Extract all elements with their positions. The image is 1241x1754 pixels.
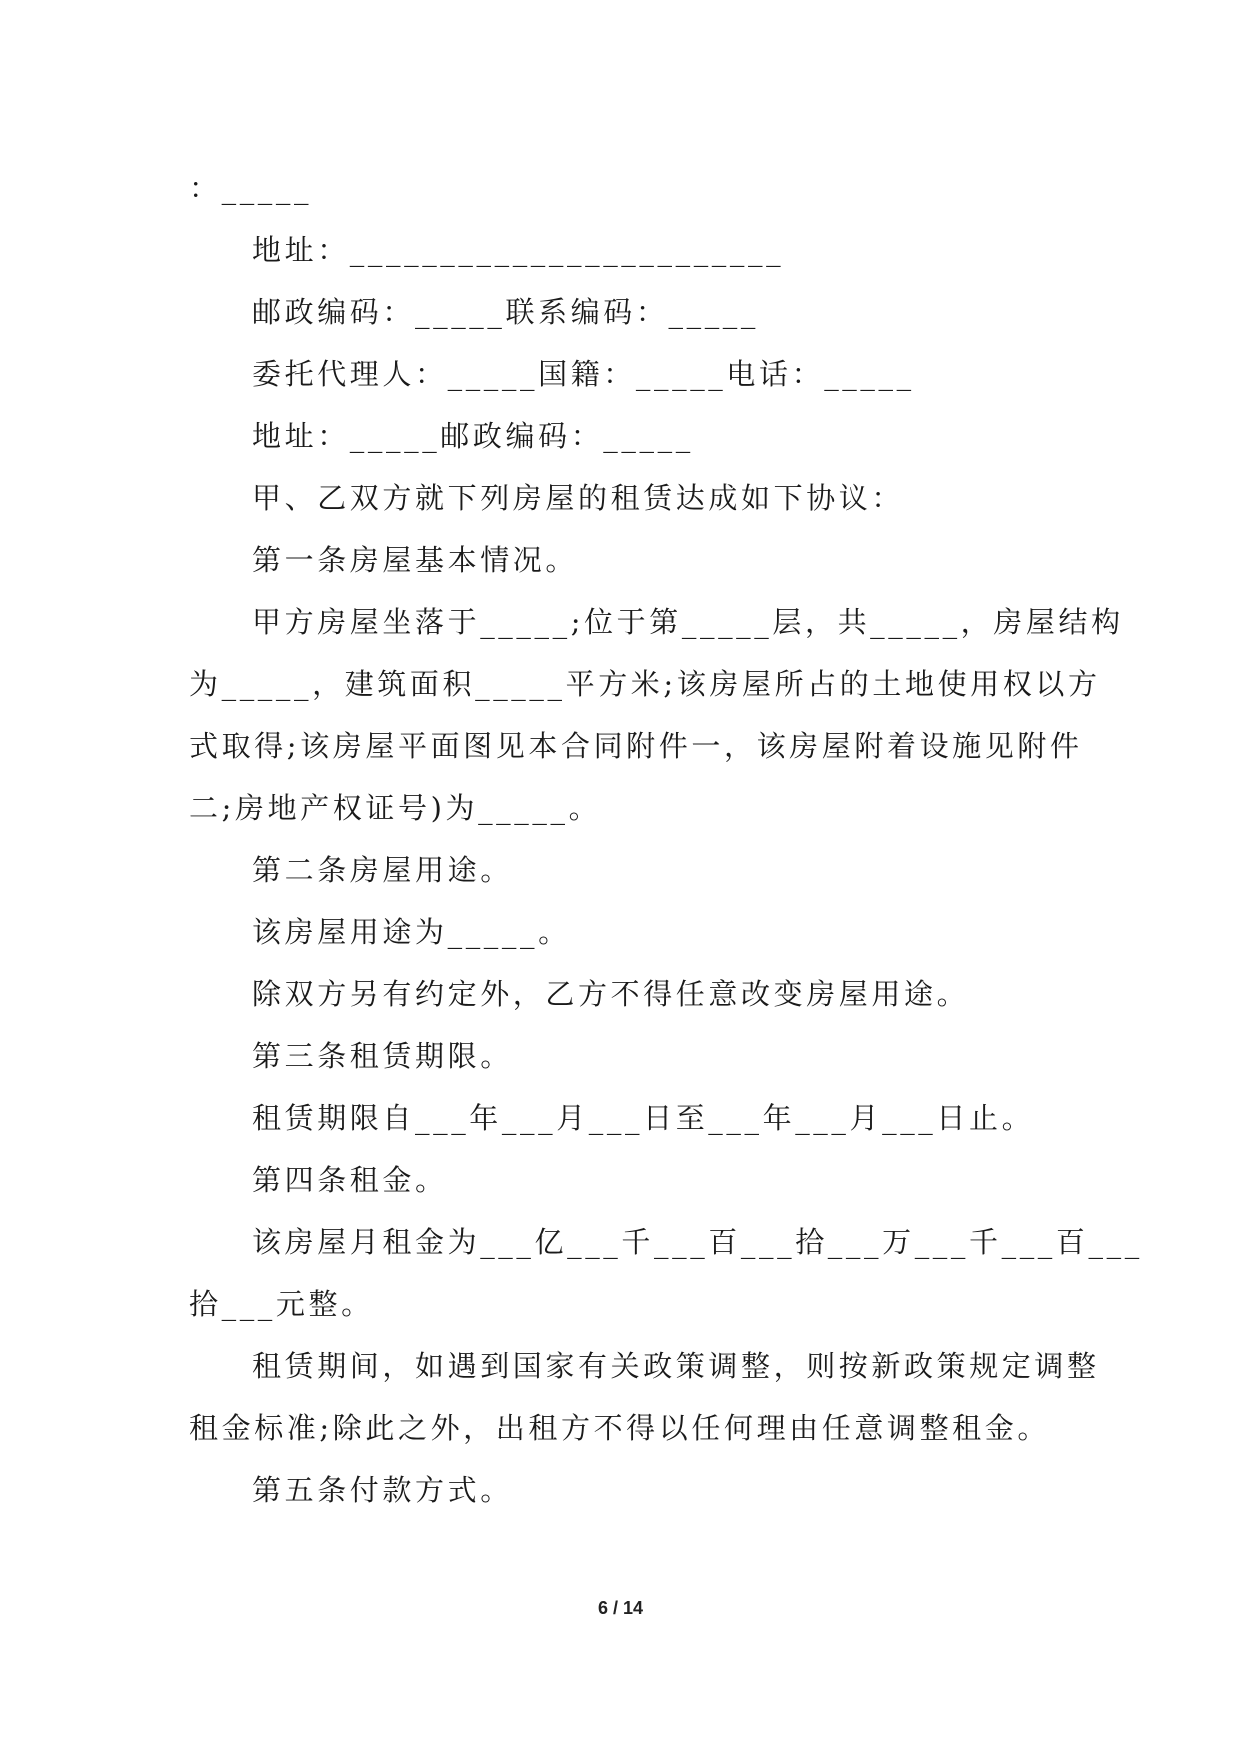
- doc-line-article-1-text-4: 二;房地产权证号)为_____。: [189, 791, 602, 825]
- doc-line-article-1-text-3: 式取得;该房屋平面图见本合同附件一，该房屋附着设施见附件: [189, 729, 1083, 763]
- doc-line-article-3-text: 租赁期限自___年___月___日至___年___月___日止。: [252, 1101, 1035, 1135]
- doc-line-colon-blank: ：_____: [189, 171, 313, 205]
- doc-line-article-4-text-4: 租金标准;除此之外，出租方不得以任何理由任意调整租金。: [189, 1411, 1050, 1445]
- doc-line-article-2-text-1: 该房屋用途为_____。: [252, 915, 571, 949]
- doc-line-article-1-text-2: 为_____，建筑面积_____平方米;该房屋所占的土地使用权以方: [189, 667, 1101, 701]
- doc-line-agent-address: 地址：_____邮政编码：_____: [252, 419, 694, 453]
- doc-line-address: 地址：________________________: [252, 233, 785, 267]
- doc-line-article-1-text-1: 甲方房屋坐落于_____;位于第_____层，共_____，房屋结构: [252, 605, 1124, 639]
- doc-heading-article-4: 第四条租金。: [252, 1163, 448, 1197]
- doc-line-article-4-text-3: 租赁期间，如遇到国家有关政策调整，则按新政策规定调整: [252, 1349, 1100, 1383]
- doc-line-agent: 委托代理人：_____国籍：_____电话：_____: [252, 357, 915, 391]
- page-number: 6 / 14: [597, 1598, 644, 1618]
- doc-line-agreement-intro: 甲、乙双方就下列房屋的租赁达成如下协议：: [252, 481, 905, 515]
- doc-line-article-2-text-2: 除双方另有约定外，乙方不得任意改变房屋用途。: [252, 977, 970, 1011]
- doc-heading-article-3: 第三条租赁期限。: [252, 1039, 513, 1073]
- doc-heading-article-1: 第一条房屋基本情况。: [252, 543, 579, 577]
- doc-heading-article-5: 第五条付款方式。: [252, 1473, 513, 1507]
- doc-line-article-4-text-1: 该房屋月租金为___亿___千___百___拾___万___千___百___: [252, 1225, 1143, 1259]
- doc-line-postcode-contact: 邮政编码：_____联系编码：_____: [252, 295, 760, 329]
- doc-line-article-4-text-2: 拾___元整。: [189, 1287, 374, 1321]
- doc-heading-article-2: 第二条房屋用途。: [252, 853, 513, 887]
